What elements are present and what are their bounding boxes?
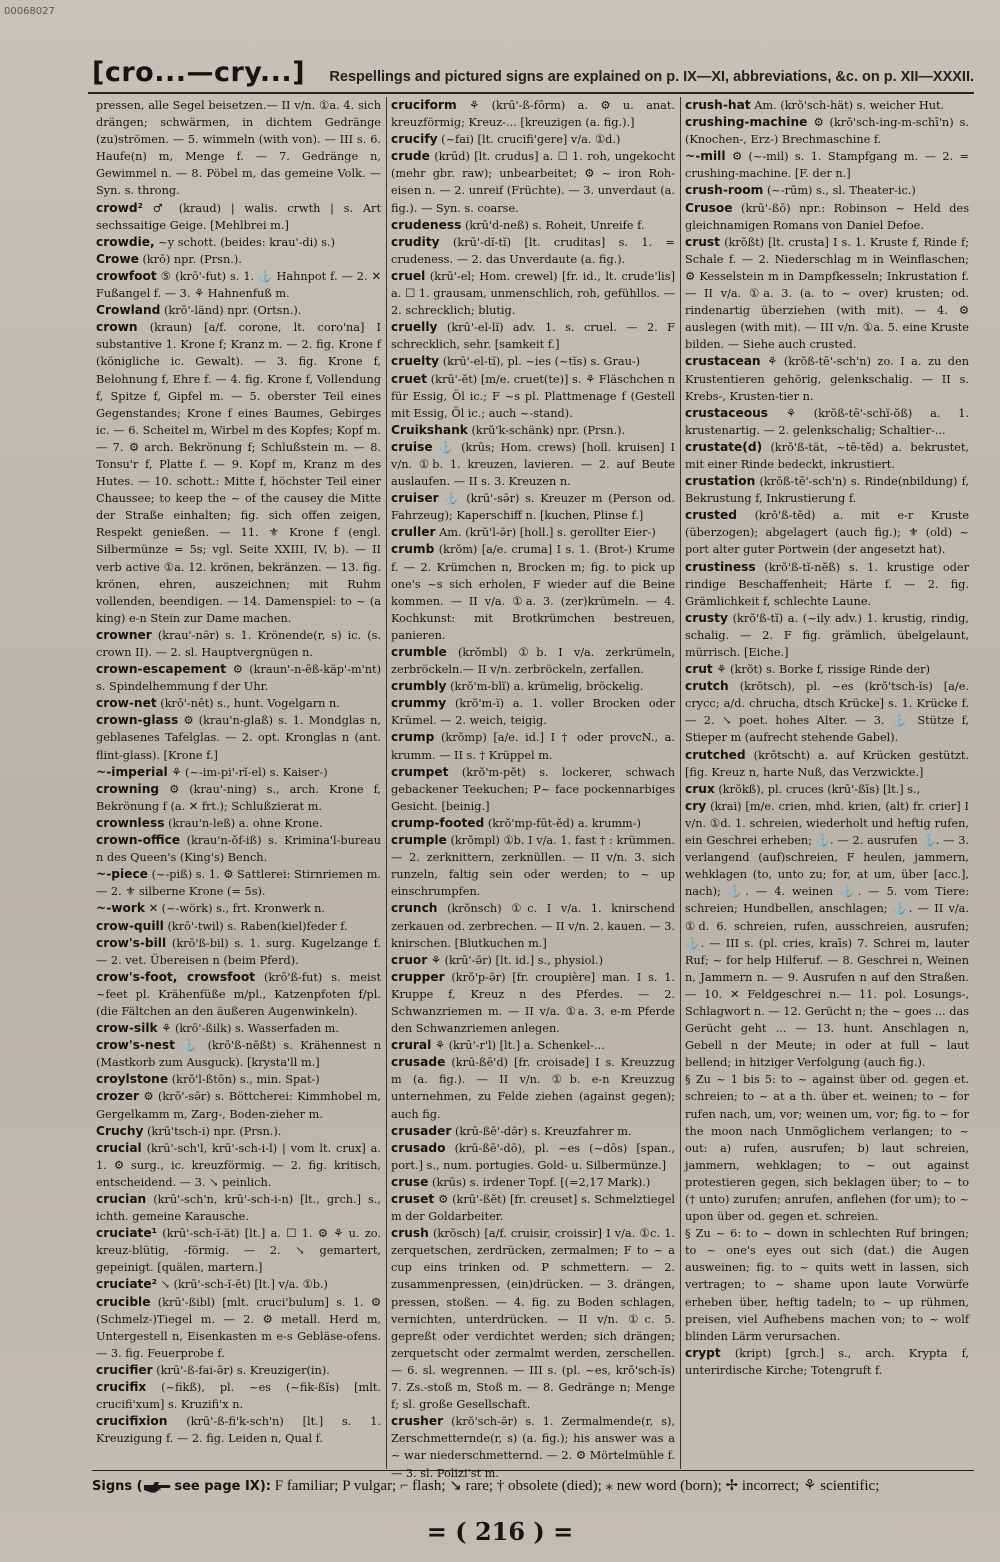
entry-definition: (krō'ß-bil) s. 1. surg. Kugelzange f. — 2. vet. Übereisen n (beim Pferd). (96, 936, 382, 967)
entry-definition: ♂ (kraud) | walis. crwth | s. Art sechssaitige Geige. [Mehlbrei m.] (96, 201, 381, 232)
entry-headword: crustate(d) (685, 439, 763, 454)
entry-definition: (krū'-dĭ-tĭ) [lt. cruditas] s. 1. = crudeness. — 2. das Unverdaute (a. fig.). (391, 235, 676, 266)
dictionary-entry (96, 1294, 381, 1362)
entry-definition: (krŏß-tē'-sch'n) s. Rinde(nbildung) f, Bekrustung f, Inkrustierung f. (685, 475, 969, 506)
entry-definition: (krŏsch) [a/f. cruisir, croissir] I v/a. ①c. 1. zerquetschen, zerdrücken, zermalmen; F to ~ a cup eins trinken od. P schmettern. — 2. zusammenpressen, (ein)drücken. — 3. drängen, pressen, stoßen. — 4. fig. zu Boden schlagen, vernichten, unterdrücken. — II v/n. ①c. 5. gepreßt oder verdichtet werden; sich drängen; zerquetscht oder zermalmt werden, zerschellen. — 6. sl. wegrennen. — III s. (pl. ~es, krŏ'sch-ĭs) 7. Zs.-stoß m, Stoß m. — 8. Gedränge n; Menge f; sl. große Gesellschaft. (391, 1227, 676, 1412)
entry-headword: crowd² (96, 200, 143, 215)
entry-headword: crush-hat (685, 98, 751, 112)
entry-definition: ⚙ (krau'-ning) s., arch. Krone f, Bekrönung f (a. ✕ frt.); Schlußzierat m. (96, 782, 381, 813)
entry-definition: (krŏmbl) ①b. I v/a. zerkrümeln, zerbröckeln.— II v/n. zerbröckeln, zerfallen. (391, 646, 675, 677)
dictionary-entry (685, 200, 969, 234)
entry-headword: crusader (391, 1123, 452, 1138)
page-header (88, 50, 974, 94)
entry-definition: (~-piß) s. 1. ⚙ Sattlerei: Stirnriemen m. — 2. ⚜ silberne Krone (= 5s). (96, 868, 381, 899)
dictionary-entry (685, 439, 969, 473)
entry-headword: cruciate² (96, 1277, 157, 1292)
entry-definition: ✕ (~-wörk) s., frt. Kronwerk n. (148, 902, 325, 916)
entry-headword: crude (391, 149, 430, 164)
dictionary-entry (391, 900, 675, 951)
entry-headword: cruiser (391, 491, 439, 506)
dictionary-entry (391, 234, 675, 268)
dictionary-entry (391, 490, 675, 524)
entry-definition: (krŏ'mp-fūt-ĕd) a. krumm-) (487, 816, 641, 830)
entry-headword: crustacean (685, 354, 761, 369)
entry-definition: (krŏ'ß-tĭ-nĕß) s. 1. krustige oder rindige Beschaffenheit; Härte f. — 2. fig. Grämlichkeit f, schlechte Laune. (685, 560, 969, 608)
entry-definition: ⑤ (krō'-fut) s. 1. ⚓ Hahnpot f. — 2. ✕ Fußangel f. — 3. ⚘ Hahnenfuß m. (96, 269, 381, 301)
entry-headword: cruset (391, 1192, 435, 1206)
dictionary-entry (96, 302, 381, 319)
entry-headword: cry (685, 798, 707, 813)
entry-definition: (krū'-ß-fai-ə̄r) s. Kreuziger(in). (156, 1363, 330, 1377)
entry-headword: crypt (685, 1345, 721, 1360)
entry-definition: ⚘ (~-im-pi'-rĭ-el) s. Kaiser-) (171, 765, 328, 779)
entry-headword: crown-office (96, 833, 181, 848)
dictionary-entry (391, 764, 675, 815)
entry-headword: crow-silk (96, 1021, 158, 1036)
dictionary-entry (96, 319, 381, 627)
entry-definition: (krō'-nēt) s., hunt. Vogelgarn n. (160, 697, 340, 711)
catchword: [cro...—cry...] (92, 57, 306, 88)
entry-headword: ~-imperial (96, 764, 168, 779)
dictionary-entry (96, 1379, 381, 1413)
dictionary-entry (685, 507, 969, 558)
entry-headword: cruller (391, 525, 436, 540)
entry-headword: Crusoe (685, 200, 733, 215)
entry-headword: crucifix (96, 1380, 147, 1395)
dictionary-entry (96, 97, 381, 200)
scan-id: 00068027 (4, 6, 55, 17)
entry-definition: (krŏmpl) ①b. I v/a. 1. fast † : krümmen. — 2. zerknittern, zerknüllen. — II v/n. 3. sich runzeln, faltig sein oder werden; to ~ up einschrumpfen. (391, 834, 676, 899)
entry-definition: (krū'-el-tĭ), pl. ~ies (~tĭs) s. Grau-) (442, 355, 641, 369)
entry-headword: crust (685, 234, 720, 249)
dictionary-entry (96, 695, 381, 712)
entry-definition: (krū'-sch'l, krū'-sch-i-l) | vom lt. crux] a. 1. ⚙ surg., ic. kreuzförmig. — 2. fig. kritisch, entscheidend. — 3. ↘ peinlich. (96, 1141, 381, 1189)
entry-definition: (krō'ß-fut) s. meist ~feet pl. Krähenfüße m/pl., Katzenpfoten f/pl. (die Fältchen an den äußeren Augenwinkeln). (96, 970, 381, 1018)
entry-headword: crusado (391, 1140, 446, 1155)
entry-definition: ↘ (krū'-sch-ĭ-ēt) [lt.] v/a. ①b.) (160, 1278, 328, 1292)
dictionary-entry (391, 1140, 675, 1174)
entry-definition: (krū-ßē'-dō), pl. ~es (~dōs) [span., port.] s., num. portugies. Gold- u. Silbermünze.] (391, 1141, 675, 1172)
entry-definition: (krŏ'l-ßtōn) s., min. Spat-) (171, 1073, 320, 1087)
entry-definition: ⚙ (kraun'-n-ēß-käp'-m'nt) s. Spindelhemmung f der Uhr. (96, 663, 381, 694)
entry-headword: cruise (391, 439, 433, 454)
dictionary-entry (96, 1191, 381, 1225)
dictionary-columns (92, 97, 974, 1480)
entry-headword: crush (391, 1226, 429, 1241)
dictionary-entry (685, 473, 969, 507)
entry-definition: (krŏ'ß-tät, ~tē-tĕd) a. bekrustet, mit einer Rinde bedeckt, inkrustiert. (685, 440, 969, 471)
entry-definition: (krŏtscht) a. auf Krücken gestützt. [fig. Kreuz n, harte Nuß, das Verzwickte.] (685, 748, 970, 779)
dictionary-entry (96, 1037, 381, 1071)
entry-definition: ⚘ (krū'-r'l) [lt.] a. Schenkel-... (434, 1039, 605, 1053)
dictionary-entry (96, 234, 381, 251)
dictionary-entry (96, 1140, 381, 1191)
entry-headword: crucifier (96, 1362, 153, 1377)
dictionary-entry (391, 1054, 675, 1122)
entry-definition: (krō'-twil) s. Raben(kiel)feder f. (167, 919, 348, 933)
entry-definition: ⚙ (krau'n-glaß) s. 1. Mondglas n, geblasenes Tafelglas. — 2. opt. Kronglas n (ant. flint-glass). [Krone f.] (96, 714, 381, 762)
entry-definition: (krū'-sch'n, krū'-sch-i-n) [lt., grch.] s., ichth. gemeine Karausche. (96, 1193, 381, 1224)
entry-headword: Cruchy (96, 1123, 144, 1138)
entry-headword: crumbly (391, 679, 447, 694)
dictionary-entry (685, 559, 969, 610)
entry-headword: Crowland (96, 303, 161, 318)
dictionary-entry (96, 935, 381, 969)
dictionary-entry (391, 1174, 675, 1191)
entry-definition: § Zu ~ 6: to ~ down in schlechten Ruf bringen; to ~ one's eyes out sich (dat.) die Augen ausweinen; fig. to ~ quits wett in lassen, sich vertragen; to ~ shame upon laute Vorwürfe erheben über, heftig tadeln; to ~ up rühmen, preisen, viel Aufhebens machen von; to ~ wolf blinden Lärm verursachen. (685, 1227, 969, 1343)
entry-headword: Crowe (96, 251, 139, 266)
entry-definition: (krai) [m/e. crien, mhd. krien, (alt) fr. crier] I v/n. ①d. 1. schreien, wiederholt und heftig rufen, ein Geschrei erheben; ⚓. — 2. ausrufen ⚓. — 3. verlangend (auf)schreien, F heulen, jammern, wehklagen (to, unto zu; for, at um, über [acc.], nach); ⚓. — 4. weinen ⚓. — 5. vom Tiere: schreien; Hundbellen, anschlagen; ⚓. — II v/a. ①d. 6. schreien, rufen, ausschreien, ausrufen; ⚓. — III s. (pl. cries, kraīs) 7. Schrei m, lauter Ruf; ~ for help Hilferuf. — 8. Geschrei n, Weinen n, Jammern n. — 9. Ausrufen n auf den Straßen. — 10. ✕ Feldgeschrei n.— 11. pol. Losungs-, Schlagwort n. — 12. Gerücht n; the ~ goes ... das Gerücht geht ... — 13. hunt. Anschlagen n, Gebell n der Meute; in oder at full ~ laut bellend; in hitziger Verfolgung (auch fig.). (685, 799, 969, 1070)
entry-headword: crush-room (685, 183, 764, 198)
dictionary-entry (391, 695, 675, 729)
entry-definition: (krūd) [lt. crudus] a. ☐ 1. roh, ungekocht (mehr gbr. raw); unbearbeitet; ⚙ ~ iron Roh-eisen n. — 2. unreif (Früchte). — 3. unverdaut (a. fig.). — Syn. s. coarse. (391, 150, 675, 215)
entry-definition: ⚙ (krŏ'sch-ing-m-schī'n) s. (Knochen-, Erz-) Brechmaschine f. (685, 116, 969, 147)
entry-definition: ⚘ (krū'-ə̄r) [lt. id.] s., physiol.) (430, 953, 604, 967)
header-note: Respellings and pictured signs are explained on p. IX—XI, abbreviations, &c. on p. XII—XXXII. (329, 69, 974, 85)
entry-headword: crut (685, 662, 713, 677)
entry-headword: crustaceous (685, 405, 769, 420)
dictionary-entry (391, 644, 675, 678)
signs-label: Signs ( (92, 1479, 143, 1494)
dictionary-entry (685, 1225, 969, 1345)
dictionary-entry (96, 918, 381, 935)
entry-headword: crumble (391, 645, 447, 659)
dictionary-entry (391, 422, 675, 439)
entry-definition: ⚘ (krŏt) s. Borke f, rissige Rinde der) (716, 663, 930, 677)
entry-headword: ~-piece (96, 867, 148, 882)
dictionary-entry (391, 319, 675, 353)
entry-headword: crucifixion (96, 1414, 168, 1429)
entry-headword: crudity (391, 234, 440, 249)
dictionary-entry (391, 148, 675, 216)
entry-definition: ⚘ (krū'-ß-fōrm) a. ⚙ u. anat. kreuzförmig; Kreuz-... [kreuzigen (a. fig.).] (391, 99, 675, 130)
dictionary-entry (96, 969, 381, 1020)
dictionary-entry (391, 832, 675, 900)
entry-headword: crusted (685, 508, 737, 523)
dictionary-entry (96, 1362, 381, 1379)
entry-headword: crumple (391, 833, 447, 848)
entry-definition: ⚙ (~-mil) s. 1. Stampfgang m. — 2. = crushing-machine. [F. der n.] (685, 150, 970, 181)
dictionary-entry (96, 1020, 381, 1037)
entry-headword: crowner (96, 627, 152, 642)
entry-headword: crummy (391, 696, 447, 711)
entry-headword: cruet (391, 371, 428, 386)
dictionary-entry (391, 1123, 675, 1140)
entry-headword: cruciform (391, 98, 457, 112)
entry-definition: (krau'n-leß) a. ohne Krone. (168, 816, 323, 830)
entry-headword: crow's-bill (96, 935, 167, 950)
entry-definition: (krō'-länd) npr. (Ortsn.). (163, 304, 302, 318)
dictionary-entry (96, 661, 381, 695)
entry-headword: ~-work (96, 901, 146, 916)
entry-headword: crowning (96, 781, 160, 796)
entry-headword: crusher (391, 1414, 444, 1429)
entry-headword: crucian (96, 1192, 147, 1206)
dictionary-entry (391, 524, 675, 541)
entry-headword: crow-net (96, 696, 157, 711)
entry-headword: crumb (391, 542, 435, 557)
entry-definition: ⚘ (krŏß-tē'-schĭ-ŏß) a. 1. krustenartig. — 2. gelenkschalig; Schaltier-... (685, 406, 970, 437)
entry-definition: ⚓ (krū'-sə̄r) s. Kreuzer m (Person od. Fahrzeug); Kaperschiff n. [kuchen, Plinse f.] (391, 492, 675, 523)
dictionary-entry (391, 1413, 675, 1481)
entry-definition: (krŏnsch) ①c. I v/a. 1. knirschend zerkauen od. zerbrechen. — II v/n. 2. kauen. — 3. knirschen. [Blutkuchen m.] (391, 902, 675, 950)
entry-definition: (krū'tsch-i) npr. (Prsn.). (147, 1124, 282, 1138)
dictionary-entry (391, 97, 675, 131)
dictionary-entry (685, 148, 969, 182)
dictionary-entry (96, 1225, 381, 1276)
entry-definition: ⚙ (krū'-ßĕt) [fr. creuset] s. Schmelztiegel m der Goldarbeiter. (391, 1193, 675, 1224)
entry-definition: (krŏ'ß-tĕd) a. mit e-r Kruste (überzogen); abgelagert (auch fig.); ⚜ (old) ~ port alter guter Portwein (der angesetzt hat). (685, 509, 970, 557)
entry-definition: (krŏßt) [lt. crusta] I s. 1. Kruste f, Rinde f; Schale f. — 2. Niederschlag m in Weinflaschen; ⚙ Kesselstein m in Dampfkesseln; Inkrustation f. — II v/a. ①a. 3. (a. to ~ over) krusten; od. rindenartig überziehen (with mit). — 4. ⚙ auslegen (with mit). — III v/n. ①a. 5. eine Kruste bilden. — Siehe auch crusted. (685, 235, 970, 352)
signs-list: F familiar; P vulgar; ⌐ flash; ↘ rare; † obsolete (died); ⁎ new word (born); ✢ incorrect; ⚘ scientific; (274, 1478, 880, 1494)
entry-headword: Cruikshank (391, 422, 468, 437)
entry-headword: crow's-nest (96, 1038, 175, 1053)
entry-definition: (krŏkß), pl. cruces (krū'-ßīs) [lt.] s., (718, 782, 921, 796)
entry-headword: crupper (391, 969, 445, 984)
entry-definition: (krŏ'ß-tĭ) a. (~ily adv.) 1. krustig, rindig, schalig. — 2. F fig. grämlich, übelgelaunt, mürrisch. [Eiche.] (685, 611, 970, 659)
entry-definition: (krŏ'm-blĭ) a. krümelig, bröckelig. (450, 680, 644, 694)
entry-headword: crusty (685, 610, 728, 625)
dictionary-entry (96, 1071, 381, 1088)
dictionary-entry (391, 217, 675, 234)
dictionary-entry (391, 678, 675, 695)
entry-definition: ⚓ (krō'ß-nĕßt) s. Krähennest n (Mastkorb zum Ausguck). [krysta'll m.] (96, 1039, 381, 1070)
dictionary-entry (391, 1191, 675, 1225)
dictionary-entry (685, 781, 969, 798)
entry-headword: croylstone (96, 1072, 169, 1087)
entry-headword: crown-escapement (96, 662, 227, 677)
entry-headword: crural (391, 1038, 432, 1053)
entry-definition: (krŏ'p-ə̄r) [fr. croupière] man. I s. 1. Kruppe f, Kreuz n des Pferdes. — 2. Schwanzriemen m. — II v/a. ①a. 3. e-m Pferde den Schwanzriemen anlegen. (391, 970, 675, 1036)
dictionary-entry (391, 131, 675, 148)
entry-definition: pressen, alle Segel beisetzen.— II v/n. ①a. 4. sich drängen; schwärmen, in dichtem Gedränge (zu)strömen. — 5. wimmeln (with von). — III s. 6. Haufe(n) m, Menge f. — 7. Gedränge n, Gewimmel n. — 8. Pöbel m, das gemeine Volk. — Syn. s. throng. (96, 99, 381, 198)
dictionary-entry (391, 969, 675, 1037)
entry-definition: (krū'-ĕt) [m/e. cruet(te)] s. ⚘ Fläschchen n für Essig, Öl ic.; F ~s pl. Plattmenage f (Gestell mit Essig, Öl ic.; auch ~-stand). (391, 372, 675, 420)
entry-headword: crown (96, 320, 138, 335)
dictionary-entry (685, 405, 969, 439)
entry-headword: crux (685, 781, 715, 796)
entry-definition: (krū'-el; Hom. crewel) [fr. id., lt. crude'lis] a. ☐ 1. grausam, unmenschlich, roh, gefühllos. — 2. schrecklich; blutig. (391, 269, 675, 318)
dictionary-entry (391, 371, 675, 422)
entry-definition: (krŏmp) [a/e. id.] I † oder provcN., a. krumm. — II s. † Krüppel m. (391, 731, 675, 762)
pointing-hand-icon (143, 1481, 171, 1493)
dictionary-entry (685, 182, 969, 199)
footer-rule (92, 1470, 974, 1471)
entry-headword: crownless (96, 815, 165, 830)
entry-definition: (krū'-ß-fi'k-sch'n) [lt.] s. 1. Kreuzigung f. — 2. fig. Leiden n, Qual f. (96, 1415, 382, 1446)
entry-definition: ⚓ (krūs; Hom. crews) [holl. kruisen] I v/n. ①b. 1. kreuzen, lavieren. — 2. auf Beute auslaufen. — II s. 3. Kreuzen n. (391, 440, 676, 489)
dictionary-entry (685, 661, 969, 678)
column-middle (386, 97, 680, 1480)
entry-definition: (krū-ßē'd) [fr. croisade] I s. Kreuzzug m (a. fig.). — II v/n. ①b. e-n Kreuzzug unternehmen, zu Felde ziehen (against gegen); auch fig. (391, 1056, 676, 1121)
dictionary-entry (96, 251, 381, 268)
dictionary-entry (96, 627, 381, 661)
entry-definition: (~-rūm) s., sl. Theater-ic.) (766, 184, 916, 198)
entry-definition: ⚙ (krō'-sə̄r) s. Böttcherei: Kimmhobel m, Gergelkamm m, Zarg-, Boden-zieher m. (96, 1090, 381, 1121)
entry-definition: (krū'-el-lĭ) adv. 1. s. cruel. — 2. F schrecklich, sehr. [samkeit f.] (391, 321, 675, 352)
entry-definition: ⚘ (krō'-ßilk) s. Wasserfaden m. (161, 1022, 339, 1036)
entry-headword: crucial (96, 1140, 142, 1155)
entry-definition: ~y schott. (beides: krau'-di) s.) (158, 235, 336, 249)
dictionary-entry (96, 200, 381, 234)
entry-definition: (krū-ßē'-də̄r) s. Kreuzfahrer m. (454, 1124, 632, 1138)
entry-definition: (krū'-ßibl) [mlt. cruci'bulum] s. 1. ⚙ (Schmelz-)Tiegel m. — 2. ⚙ metall. Herd m, Untergestell n, Eisenkasten m e-s Gebläse-ofens. — 3. fig. Feuerprobe f. (96, 1295, 381, 1360)
dictionary-entry (685, 234, 969, 354)
entry-definition: (krŏ'sch-ə̄r) s. 1. Zermalmende(r, s), Zerschmetternde(r, s) (a. fig.); his answer was a ~ war niederschmetternd. — 2. ⚙ Mörtelmühle f. — 3. sl. Polizi'st m. (391, 1415, 675, 1480)
dictionary-entry (685, 747, 969, 781)
entry-headword: crow's-foot, crowsfoot (96, 969, 256, 984)
entry-headword: crushing-machine (685, 115, 808, 130)
dictionary-entry (391, 439, 675, 490)
dictionary-entry (391, 353, 675, 370)
dictionary-entry (685, 610, 969, 661)
entry-headword: cruse (391, 1174, 429, 1189)
dictionary-entry (96, 764, 381, 781)
entry-definition: (krŏ'm-ĭ) a. 1. voller Brocken oder Krümel. — 2. weich, teigig. (391, 697, 676, 728)
entry-definition: (krū'-ßō) npr.: Robinson ~ Held des gleichnamigen Romans von Daniel Defoe. (685, 201, 969, 232)
entry-definition: (krŏm) [a/e. cruma] I s. 1. (Brot-) Krume f. — 2. Krümchen n, Brocken m; fig. to pick up one's ~s sich erholen, F wieder auf die Beine kommen. — II v/a. ①a. 3. (zer)krümeln. — 4. Kochkunst: mit Brotkrümchen bestreuen, panieren. (391, 543, 675, 642)
entry-headword: ~-mill (685, 149, 726, 164)
entry-definition: (krŭ'k-schänk) npr. (Prsn.). (471, 423, 626, 437)
dictionary-entry (96, 1123, 381, 1140)
dictionary-entry (685, 1071, 969, 1225)
entry-headword: crowfoot (96, 268, 157, 283)
entry-headword: crow-quill (96, 918, 164, 933)
dictionary-entry (685, 678, 969, 746)
entry-headword: crutch (685, 679, 729, 694)
dictionary-entry (96, 1088, 381, 1122)
dictionary-entry (391, 815, 675, 832)
entry-definition: (krū'd-neß) s. Roheit, Unreife f. (464, 218, 645, 232)
dictionary-entry (96, 712, 381, 763)
column-left (92, 97, 386, 1469)
dictionary-entry (685, 114, 969, 148)
entry-definition: Am. (krŭ'l-ə̄r) [holl.] s. gerollter Eier-) (439, 526, 656, 540)
dictionary-entry (685, 353, 969, 404)
entry-definition: § Zu ~ 1 bis 5: to ~ against über od. gegen et. schreien; to ~ at a th. über et. weinen; to ~ for rufen nach, um, vor; weinen um, vor; fig. to ~ for the moon nach Unmöglichem verlangen; to ~ out: a) rufen, ausrufen; b) laut schreien, jammern, wehklagen; to ~ out against protestieren gegen, sich beklagen über; to ~ to († unto) zurufen; anrufen, anflehen (for um); to ~ upon über od. gegen et. schreien. (685, 1073, 969, 1224)
entry-definition: (krŏ'm-pĕt) s. lockerer, schwach gebackener Teekuchen; P~ face pockennarbiges Gesicht. [beinig.] (391, 765, 676, 813)
entry-headword: crowdie, (96, 234, 155, 249)
entry-definition: (krūs) s. irdener Topf. [(=2,17 Mark).) (432, 1175, 651, 1189)
entry-headword: crutched (685, 747, 746, 762)
dictionary-entry (391, 1225, 675, 1413)
entry-headword: crump-footed (391, 815, 485, 830)
dictionary-entry (96, 866, 381, 900)
entry-definition: Am. (krŏ'sch-hät) s. weicher Hut. (754, 99, 945, 112)
entry-headword: crusade (391, 1055, 446, 1070)
signs-see: see page IX): (174, 1479, 271, 1494)
entry-headword: cruor (391, 952, 428, 967)
dictionary-entry (685, 97, 969, 114)
dictionary-entry (96, 1276, 381, 1293)
dictionary-entry (96, 900, 381, 917)
entry-headword: crump (391, 730, 435, 745)
entry-headword: crown-glass (96, 713, 179, 728)
entry-definition: (~fikß), pl. ~es (~fik-ßĭs) [mlt. crucifi'xum] s. Kruzifi'x n. (96, 1381, 381, 1412)
entry-definition: (~fai) [lt. crucifi'gere] v/a. ①d.) (441, 133, 621, 147)
dictionary-entry (391, 541, 675, 644)
dictionary-entry (391, 268, 675, 319)
entry-headword: crunch (391, 901, 438, 916)
entry-definition: (kript) [grch.] s., arch. Krypta f, unterirdische Kirche; Totengruft f. (685, 1346, 970, 1377)
dictionary-entry (96, 268, 381, 302)
dictionary-entry (685, 1345, 969, 1379)
entry-definition: (kraun) [a/f. corone, lt. coro'na] I substantive 1. Krone f; Kranz m. — 2. fig. Krone f (königliche ic. Gewalt). — 3. fig. Krone f, Belohnung f, Ehre f. — 4. fig. Krone f, Vollendung f, Spitze f, Gipfel m. — 5. oberster Teil eines Gegenstandes; Krone f eines Baumes, Gebirges ic. — 6. Scheitel m, Wirbel m des Kopfes; Kopf m. — 7. ⚙ arch. Bekrönung f; Schlußstein m. — 8. Tonsu'r f, Platte f. — 9. Kopf m, Kranz m des Hutes. — 10. schott.: Mitte f, höchster Teil einer Chaussee; to keep the ~ of the causey die Mitte der Straße einhalten; fig. sich offen zeigen, Respekt genießen. — 11. ⚜ Krone f (engl. Silbermünze = 5s; vgl. Seite XXIII, IV, b). — II verb active ①a. 12. krönen, bekränzen. — 13. fig. krönen, ehren, auszeichnen; mit Ruhm vollenden, beendigen. — 14. Damenspiel: to ~ (a king) e-n Stein zur Dame machen. (96, 321, 381, 625)
page-number: = ( 216 ) = (426, 1517, 574, 1546)
entry-definition: (krō) npr. (Prsn.). (142, 252, 242, 266)
entry-headword: cruelly (391, 320, 438, 335)
entry-headword: crozer (96, 1089, 139, 1104)
entry-definition: (krŏtsch), pl. ~es (krŏ'tsch-ĭs) [a/e. crycc; a/d. chrucha, dtsch Krücke] s. 1. Krücke f. — 2. ↘ poet. hohes Alter. — 3. ⚓ Stütze f, Stieper m (aufrecht stehende Gabel). (685, 680, 969, 745)
column-right (680, 97, 974, 1469)
dictionary-entry (391, 1037, 675, 1054)
dictionary-entry (96, 781, 381, 815)
entry-headword: crustation (685, 474, 756, 489)
dictionary-entry (685, 798, 969, 1072)
signs-legend (92, 1476, 974, 1495)
dictionary-entry (96, 1413, 381, 1447)
entry-headword: crudeness (391, 217, 462, 232)
entry-headword: cruel (391, 268, 426, 283)
entry-headword: crumpet (391, 764, 449, 779)
entry-headword: cruciate¹ (96, 1226, 157, 1241)
entry-definition: ⚘ (krŏß-tē'-sch'n) zo. I a. zu den Krustentieren gehörig, gelenkschalig. — II s. Krebs-, Krusten-tier n. (685, 355, 970, 403)
dictionary-entry (96, 815, 381, 832)
entry-headword: cruelty (391, 354, 440, 369)
dictionary-entry (96, 832, 381, 866)
entry-definition: (krū'-sch-ĭ-ät) [lt.] a. ☐ 1. ⚙ ⚘ u. zo. kreuz-blütig, -förmig. — 2. ↘ gemartert, gepeinigt. [quälen, martern.] (96, 1227, 381, 1275)
entry-definition: (krau'-nə̄r) s. 1. Krönende(r, s) ic. (s. crown II). — 2. sl. Hauptvergnügen n. (96, 628, 381, 659)
entry-definition: (krau'n-ŏf-iß) s. Krimina'l-bureau n des Queen's (King's) Bench. (96, 834, 382, 865)
entry-headword: crucify (391, 132, 438, 147)
dictionary-entry (391, 729, 675, 763)
dictionary-entry (391, 952, 675, 969)
entry-headword: crucible (96, 1294, 151, 1309)
entry-headword: crustiness (685, 559, 756, 574)
